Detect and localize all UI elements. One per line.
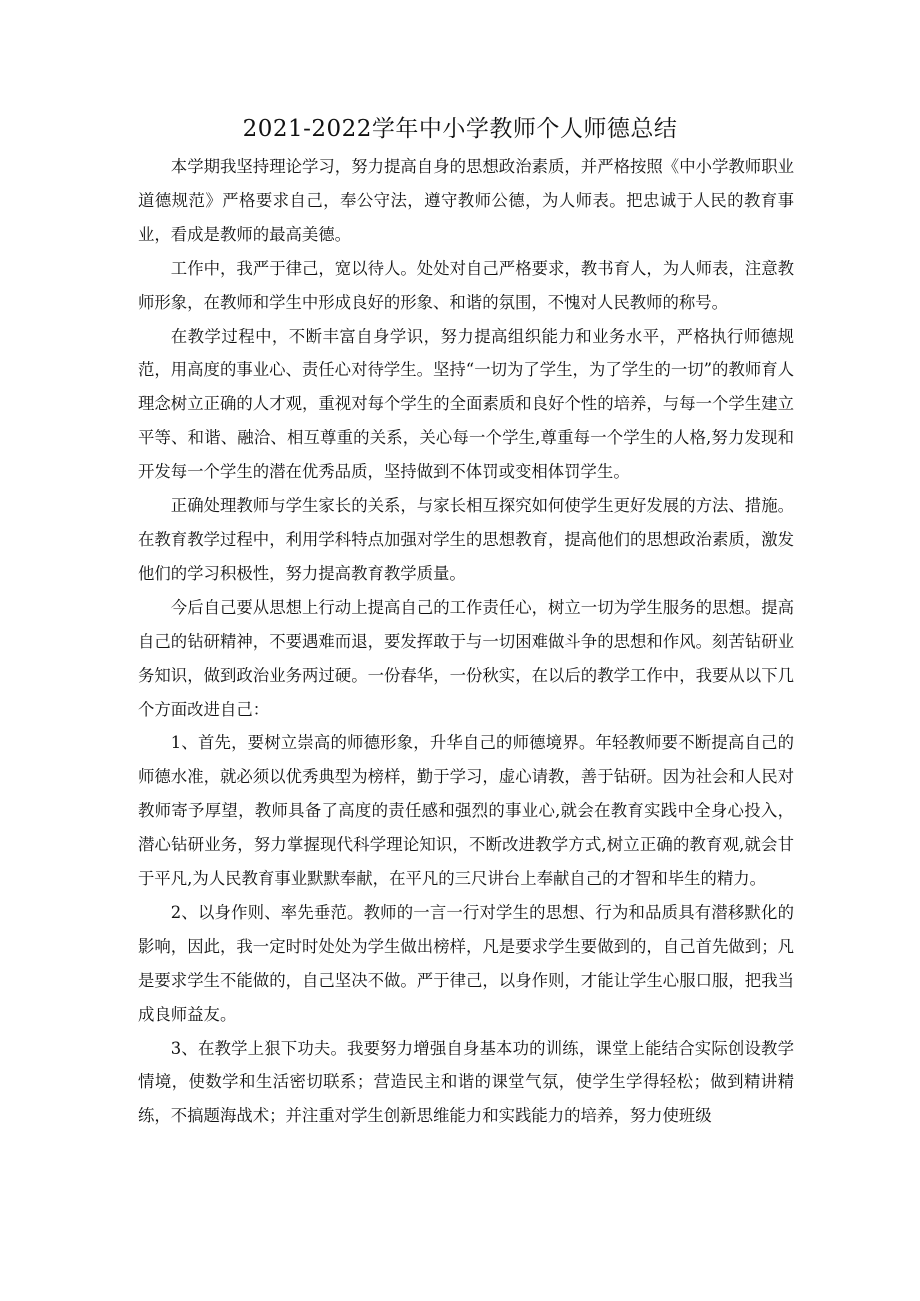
paragraph-future: 今后自己要从思想上行动上提高自己的工作责任心，树立一切为学生服务的思想。提高自己的钻研精神，不要遇难而退，要发挥敢于与一切困难做斗争的思想和作风。刻苦钻研业务知识，做到政治业务两过硬。一份春华，一份秋实，在以后的教学工作中，我要从以下几个方面改进自己： <box>138 597 794 719</box>
paragraph-point-3: 3、在教学上狠下功夫。我要努力增强自身基本功的训练，课堂上能结合实际创设教学情境，使数学和生活密切联系；营造民主和谐的课堂气氛，使学生学得轻松；做到精讲精练，不搞题海战术；并注重对学生创新思维能力和实践能力的培养，努力使班级 <box>138 1038 794 1126</box>
paragraph-study: 本学期我坚持理论学习，努力提高自身的思想政治素质，并严格按照《中小学教师职业道德规范》严格要求自己，奉公守法，遵守教师公德，为人师表。把忠诚于人民的教育事业，看成是教师的最高美德。 <box>138 157 794 244</box>
paragraph-point-2: 2、以身作则、率先垂范。教师的一言一行对学生的思想、行为和品质具有潜移默化的影响，因此，我一定时时处处为学生做出榜样，凡是要求学生要做到的，自己首先做到；凡是要求学生不能做的，自己坚决不做。严于律己，以身作则，才能让学生心服口服，把我当成良师益友。 <box>138 902 794 1024</box>
paragraph-teaching-process: 在教学过程中，不断丰富自身学识，努力提高组织能力和业务水平，严格执行师德规范，用高度的事业心、责任心对待学生。坚持“一切为了学生，为了学生的一切”的教师育人理念树立正确的人才观，重视对每个学生的全面素质和良好个性的培养，与每一个学生建立平等、和谐、融洽、相互尊重的关系，关心每一个学生,尊重每一个学生的人格,努力发现和开发每一个学生的潜在优秀品质，坚持做到不体罚或变相体罚学生。 <box>138 326 794 482</box>
paragraph-point-1: 1、首先，要树立崇高的师德形象，升华自己的师德境界。年轻教师要不断提高自己的师德水准，就必须以优秀典型为榜样，勤于学习，虚心请教，善于钻研。因为社会和人民对教师寄予厚望，教师具备了高度的责任感和强烈的事业心,就会在教育实践中全身心投入，潜心钻研业务，努力掌握现代科学理论知识，不断改进教学方式,树立正确的教育观,就会甘于平凡,为人民教育事业默默奉献，在平凡的三尺讲台上奉献自己的才智和毕生的精力。 <box>138 733 794 889</box>
paragraph-parents: 正确处理教师与学生家长的关系，与家长相互探究如何使学生更好发展的方法、措施。在教育教学过程中，利用学科特点加强对学生的思想教育，提高他们的思想政治素质，激发他们的学习积极性，努力提高教育教学质量。 <box>138 496 794 583</box>
document-body <box>138 150 794 1133</box>
paragraph-work: 工作中，我严于律己，宽以待人。处处对自己严格要求，教书育人，为人师表，注意教师形象，在教师和学生中形成良好的形象、和谐的氛围，不愧对人民教师的称号。 <box>138 258 794 312</box>
document-title: 2021-2022学年中小学教师个人师德总结 <box>242 116 678 142</box>
